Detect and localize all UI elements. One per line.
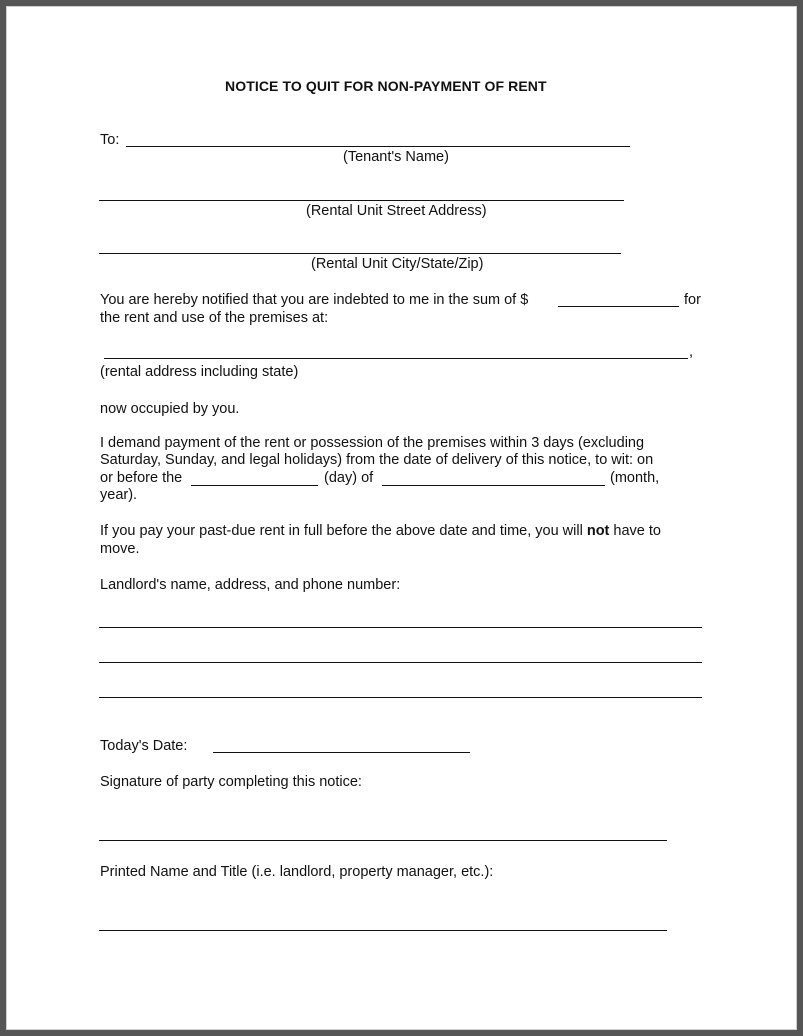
demand-text-or-before: or before the	[100, 470, 183, 486]
tenant-name-field[interactable]	[126, 146, 630, 147]
todays-date-label: Today's Date:	[100, 738, 188, 754]
landlord-info-field-1[interactable]	[99, 627, 702, 628]
rental-address-caption: (rental address including state)	[100, 364, 299, 380]
pay-text-line-2: move.	[100, 541, 140, 557]
landlord-info-field-3[interactable]	[99, 697, 702, 698]
signature-label: Signature of party completing this notice:	[100, 774, 362, 790]
street-address-field[interactable]	[99, 200, 624, 201]
street-address-caption: (Rental Unit Street Address)	[306, 203, 487, 219]
notice-text-sum: You are hereby notified that you are indebted to me in the sum of $	[100, 292, 529, 308]
city-state-zip-caption: (Rental Unit City/State/Zip)	[311, 256, 484, 272]
notice-text-premises: the rent and use of the premises at:	[100, 310, 329, 326]
pay-text-not: not	[586, 523, 610, 539]
landlord-info-label: Landlord's name, address, and phone number:	[100, 577, 401, 593]
city-state-zip-field[interactable]	[99, 253, 621, 254]
demand-text-day-of: (day) of	[324, 470, 374, 486]
todays-date-field[interactable]	[213, 752, 470, 753]
pay-text-line-1	[100, 523, 661, 540]
landlord-info-field-2[interactable]	[99, 662, 702, 663]
tenant-name-caption: (Tenant's Name)	[343, 149, 449, 165]
printed-name-field[interactable]	[99, 930, 667, 931]
occupied-text: now occupied by you.	[100, 401, 240, 417]
printed-name-label: Printed Name and Title (i.e. landlord, property manager, etc.):	[100, 864, 494, 880]
signature-field[interactable]	[99, 840, 667, 841]
demand-text-year: year).	[100, 487, 138, 503]
rental-address-comma: ,	[689, 344, 694, 360]
notice-text-for: for	[684, 292, 701, 308]
pay-text-part-a: If you pay your past-due rent in full before the above date and time, you will	[100, 523, 583, 539]
day-field[interactable]	[191, 485, 318, 486]
document-title: NOTICE TO QUIT FOR NON-PAYMENT OF RENT	[225, 78, 547, 94]
rental-address-field[interactable]	[104, 358, 688, 359]
to-label: To:	[100, 132, 120, 148]
demand-text-line-1: I demand payment of the rent or possession of the premises within 3 days (excluding	[100, 435, 645, 451]
amount-field[interactable]	[558, 306, 679, 307]
demand-text-month: (month,	[610, 470, 660, 486]
month-year-field[interactable]	[382, 485, 605, 486]
demand-text-line-2: Saturday, Sunday, and legal holidays) from the date of delivery of this notice, to wit: on	[100, 452, 654, 468]
pay-text-part-b: have to	[613, 523, 661, 539]
